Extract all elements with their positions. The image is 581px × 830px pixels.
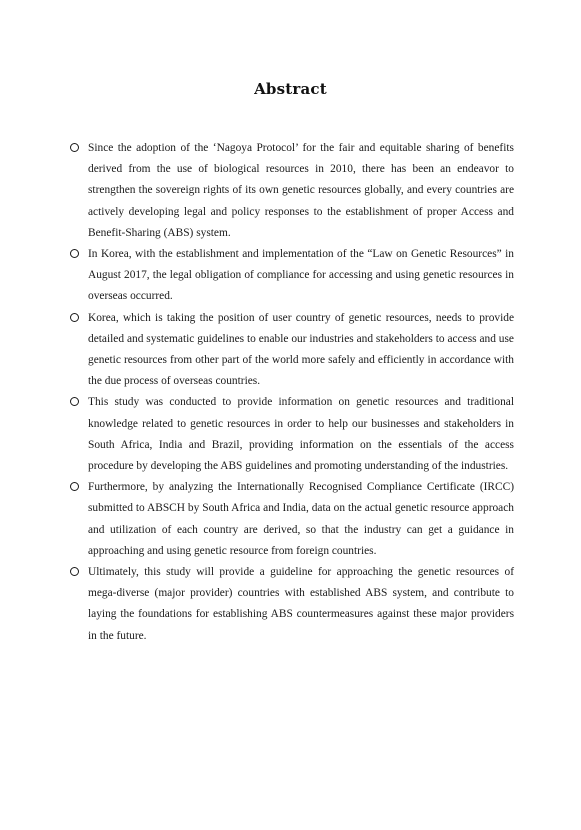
- paragraph-text: This study was conducted to provide information on genetic resources and traditional knowledge related to genetic resources in order to help our businesses and stakeholders in South Africa, India and Brazil, providing information on the essentials of the access procedure by developing the ABS guidelines and promoting understanding of the industries.: [88, 396, 514, 473]
- paragraph-text: In Korea, with the establishment and implementation of the “Law on Genetic Resources” in August 2017, the legal obligation of compliance for accessing and using genetic resources in overseas occurred.: [88, 248, 514, 303]
- abstract-paragraph: [70, 138, 514, 244]
- abstract-paragraph: [70, 308, 514, 393]
- circle-bullet-icon: [70, 143, 79, 152]
- abstract-paragraph: [70, 392, 514, 477]
- abstract-body: [70, 138, 514, 647]
- circle-bullet-icon: [70, 482, 79, 491]
- circle-bullet-icon: [70, 313, 79, 322]
- abstract-paragraph: [70, 477, 514, 562]
- abstract-paragraph: [70, 244, 514, 308]
- circle-bullet-icon: [70, 397, 79, 406]
- circle-bullet-icon: [70, 249, 79, 258]
- circle-bullet-icon: [70, 567, 79, 576]
- paragraph-text: Since the adoption of the ‘Nagoya Protocol’ for the fair and equitable sharing of benefits derived from the use of biological resources in 2010, there has been an endeavor to strengthen the sovereign rights of its own genetic resources globally, and every countries are actively developing legal and policy responses to the establishment of proper Access and Benefit-Sharing (ABS) system.: [88, 142, 514, 239]
- paragraph-text: Korea, which is taking the position of user country of genetic resources, needs to provide detailed and systematic guidelines to enable our industries and stakeholders to access and use genetic resources from other part of the world more safely and efficiently in accordance with the due process of overseas countries.: [88, 311, 514, 388]
- paragraph-text: Furthermore, by analyzing the Internationally Recognised Compliance Certificate (IRCC) submitted to ABSCH by South Africa and India, data on the actual genetic resource approach and utilization of each country are derived, so that the industry can get a guidance in approaching and using genetic resource from foreign countries.: [88, 481, 514, 557]
- page-title: Abstract: [254, 80, 327, 98]
- abstract-paragraph: [70, 562, 514, 647]
- paragraph-text: Ultimately, this study will provide a guideline for approaching the genetic resources of mega-diverse (major provider) countries with established ABS system, and contribute to laying the foundations for establishing ABS countermeasures against these major providers in the future.: [88, 566, 514, 642]
